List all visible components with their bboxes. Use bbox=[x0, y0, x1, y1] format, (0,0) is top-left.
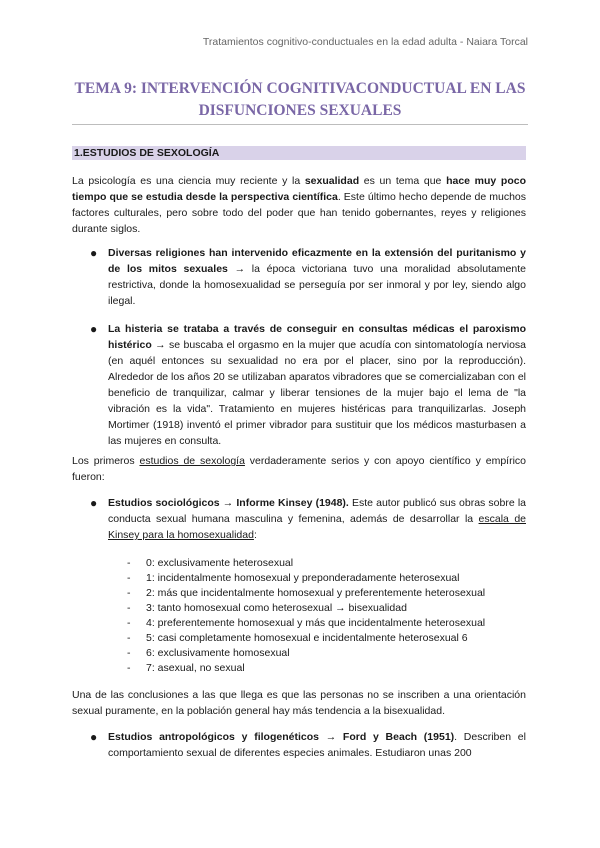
list-item-text: 2: más que incidentalmente homosexual y preferentemente heterosexual bbox=[146, 587, 486, 599]
bullet-kinsey-text: Este autor publicó sus obras sobre la conducta sexual humana masculina y femenina, además de desarrollar la bbox=[108, 497, 526, 525]
intro-text-2: es un tema que bbox=[359, 175, 447, 187]
bullet-ford-beach bbox=[108, 729, 526, 761]
studies-intro-text-1: Los primeros bbox=[72, 455, 140, 467]
list-item-text: 3: tanto homosexual como heterosexual → bisexualidad bbox=[146, 602, 407, 614]
bullet-kinsey-end: : bbox=[253, 529, 257, 541]
bullet-histeria-text: → se buscaba el orgasmo en la mujer que acudía con sintomatología nerviosa (en aquél entonces su sexualidad no era por el placer, sino por la reproducción). Alrededor de los años 20 se utilizaban aparatos vibradores que se comercializaban con el beneficio de tranquilizar, calmar y liberar tensiones de la mujer bajo el lema de "la vibración es la vida". Tratamiento en mujeres histéricas para tranquilizarlas. Joseph Mortimer (1918) inventó el primer vibrador para sustituir que los médicos masturbasen a las mujeres en consulta. bbox=[108, 339, 526, 447]
conclusion-paragraph: Una de las conclusiones a las que llega es que las personas no se inscriben a una orientación sexual puramente, en la población general hay más tendencia a la bisexualidad. bbox=[72, 689, 526, 717]
intro-bold-1: sexualidad bbox=[304, 175, 360, 187]
studies-intro-paragraph bbox=[72, 453, 526, 485]
intro-text-3: . Este último hecho depende de muchos factores culturales, pero sobre todo del poder que han tenido gobernantes, reyes y religiones durante siglos. bbox=[72, 191, 526, 235]
list-item-text: 6: exclusivamente homosexual bbox=[146, 647, 290, 659]
dash-marker: - bbox=[127, 617, 131, 629]
title-divider bbox=[72, 124, 528, 125]
studies-intro-underline: estudios de sexología bbox=[139, 455, 245, 467]
running-header: Tratamientos cognitivo-conductuales en la edad adulta - Naiara Torcal bbox=[202, 36, 528, 48]
list-item-text: 5: casi completamente homosexual e incidentalmente heterosexual 6 bbox=[146, 632, 468, 644]
dash-marker: - bbox=[127, 587, 131, 599]
intro-paragraph bbox=[72, 173, 526, 237]
bullet-religions-bold: Diversas religiones han intervenido eficazmente en la extensión del puritanismo y de los mitos sexuales bbox=[108, 247, 526, 275]
dash-marker: - bbox=[127, 647, 131, 659]
bullet-histeria-bold: La histeria se trataba a través de conseguir en consultas médicas el paroxismo histérico bbox=[108, 323, 526, 351]
dash-marker: - bbox=[127, 662, 131, 674]
title-line-1: TEMA 9: INTERVENCIÓN COGNITIVACONDUCTUAL EN LAS bbox=[74, 80, 526, 97]
bullet-ford-beach-bold: Estudios antropológicos y filogenéticos → Ford y Beach (1951) bbox=[108, 731, 455, 743]
bullet-religions bbox=[108, 245, 526, 309]
list-item-text: 0: exclusivamente heterosexual bbox=[146, 557, 294, 569]
dash-marker: - bbox=[127, 602, 131, 614]
intro-text-1: La psicología es una ciencia muy reciente y la bbox=[72, 175, 305, 187]
bullet-religions-text: → la época victoriana tuvo una moralidad absolutamente restrictiva, donde la homosexualidad se perseguía por ser inmoral y por ley, siendo algo ilegal. bbox=[108, 263, 526, 307]
dash-marker: - bbox=[127, 557, 131, 569]
dash-marker: - bbox=[127, 632, 131, 644]
studies-intro-text-2: verdaderamente serios y con apoyo científico y empírico fueron: bbox=[72, 455, 526, 483]
bullet-icon: ● bbox=[90, 730, 98, 744]
bullet-ford-beach-text: . Describen el comportamiento sexual de diferentes especies animales. Estudiaron unas 200 bbox=[108, 731, 526, 759]
dash-marker: - bbox=[127, 572, 131, 584]
bullet-kinsey bbox=[108, 495, 526, 543]
intro-bold-2: hace muy poco tiempo que se estudia desde la perspectiva científica bbox=[72, 175, 526, 203]
title-line-2: DISFUNCIONES SEXUALES bbox=[198, 102, 402, 119]
bullet-kinsey-bold: Estudios sociológicos → Informe Kinsey (1948). bbox=[108, 497, 349, 509]
list-item-text: 1: incidentalmente homosexual y preponderadamente heterosexual bbox=[146, 572, 460, 584]
page-title bbox=[72, 78, 528, 122]
section-heading-text: 1.ESTUDIOS DE SEXOLOGÍA bbox=[74, 147, 220, 159]
bullet-icon: ● bbox=[90, 322, 98, 336]
bullet-histeria bbox=[108, 321, 526, 449]
bullet-icon: ● bbox=[90, 246, 98, 260]
section-heading bbox=[72, 146, 526, 160]
bullet-icon: ● bbox=[90, 496, 98, 510]
list-item-text: 4: preferentemente homosexual y más que incidentalmente heterosexual bbox=[146, 617, 486, 629]
list-item-text: 7: asexual, no sexual bbox=[146, 662, 245, 674]
kinsey-scale-link-text: escala de Kinsey para la homosexualidad bbox=[108, 513, 526, 541]
